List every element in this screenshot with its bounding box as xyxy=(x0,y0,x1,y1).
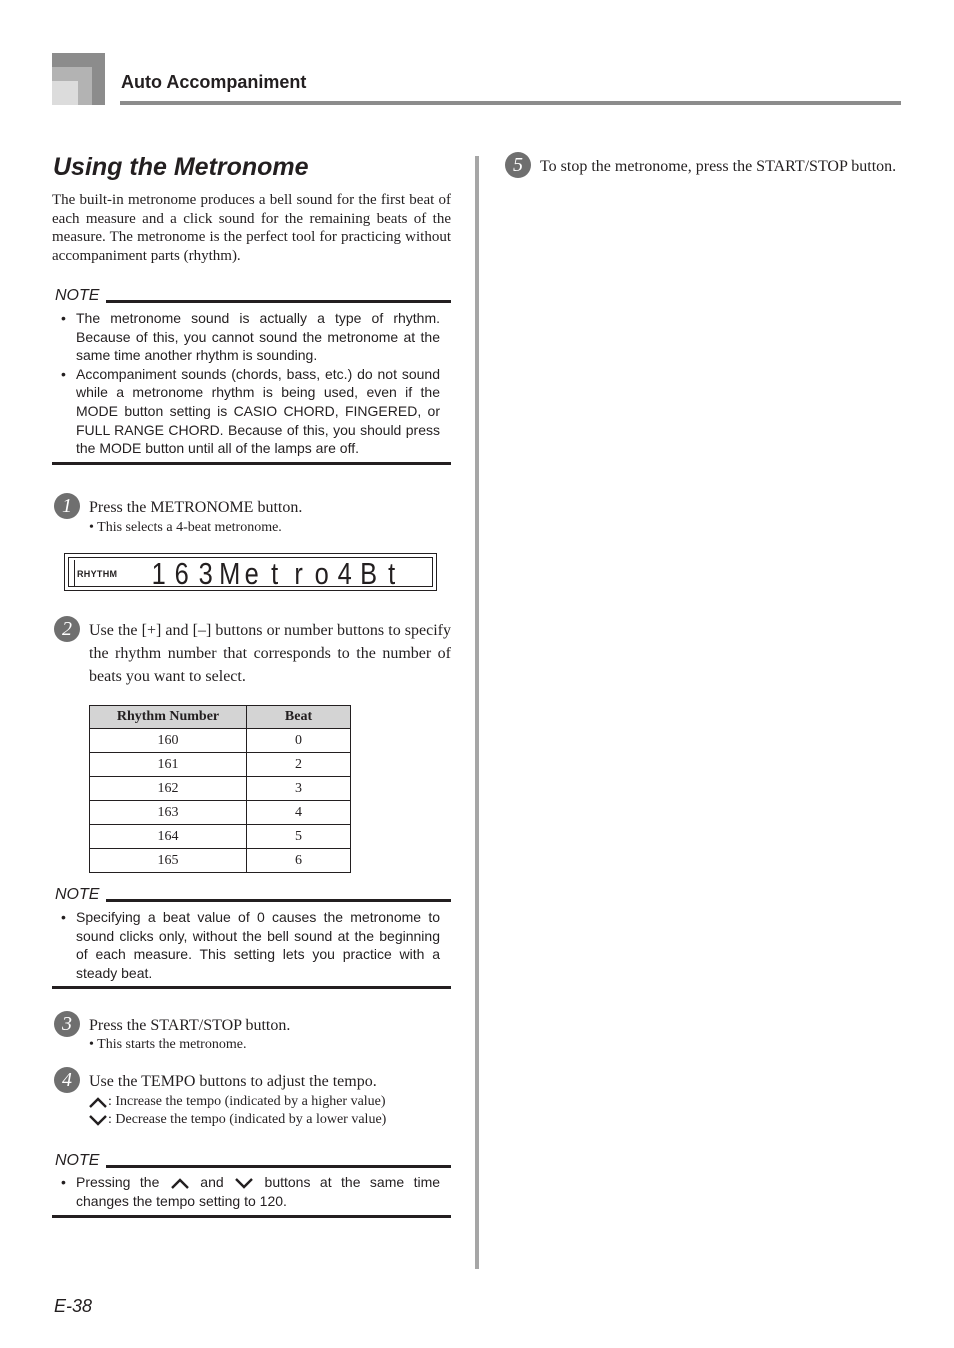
note-rule xyxy=(106,300,451,303)
lcd-char: 4 xyxy=(337,556,353,591)
beat-cell: 0 xyxy=(247,729,351,753)
lcd-char: B xyxy=(359,556,377,591)
note-header-3 xyxy=(54,1152,451,1172)
rhythm-number-cell: 162 xyxy=(90,777,247,801)
step-number-4: 4 xyxy=(54,1067,80,1093)
table-row xyxy=(90,825,351,849)
rhythm-number-cell: 160 xyxy=(90,729,247,753)
lcd-char: t xyxy=(271,556,279,591)
beat-cell: 4 xyxy=(247,801,351,825)
lcd-char: e xyxy=(244,556,259,591)
lcd-char: 6 xyxy=(174,556,190,591)
rhythm-number-cell: 164 xyxy=(90,825,247,849)
note-rule xyxy=(106,1165,451,1168)
step-number-2: 2 xyxy=(54,616,80,642)
chevron-up-icon xyxy=(169,1176,191,1190)
rhythm-number-cell: 161 xyxy=(90,753,247,777)
note-item: • Specifying a beat value of 0 causes the metronome to sound clicks only, without the bell sound at the beginning of each measure. This setting lets you practice with a steady beat. xyxy=(61,909,440,981)
step-3-subtext: • This starts the metronome. xyxy=(89,1037,247,1052)
table-row xyxy=(90,801,351,825)
note-label: NOTE xyxy=(55,287,100,304)
note-header-2 xyxy=(54,886,451,906)
table-header-row xyxy=(90,706,351,729)
header-decoration xyxy=(52,53,105,105)
chevron-up-icon xyxy=(88,1095,108,1109)
tempo-up-description: : Increase the tempo (indicated by a higher value) xyxy=(108,1094,386,1109)
note-end-rule-3 xyxy=(52,1215,451,1218)
lcd-char: t xyxy=(388,556,396,591)
lcd-char: r xyxy=(294,556,303,591)
beat-cell: 2 xyxy=(247,753,351,777)
lcd-indicator-mark xyxy=(74,560,75,586)
step-number-3: 3 xyxy=(54,1011,80,1037)
step-5-text: To stop the metronome, press the START/STOP button. xyxy=(540,158,897,175)
column-header-rhythm-number: Rhythm Number xyxy=(90,706,247,729)
rhythm-beat-table xyxy=(89,705,351,873)
note-item-text: Specifying a beat value of 0 causes the metronome to sound clicks only, without the bell sound at the beginning of each measure. This setting lets you practice with a steady beat. xyxy=(76,909,440,981)
note-item-text: Accompaniment sounds (chords, bass, etc.) do not sound while a metronome rhythm is being used, even if the MODE button setting is CASIO CHORD, FINGERED, or FULL RANGE CHORD. Because of this, you should press the MODE button until all of the lamps are off. xyxy=(76,365,440,457)
step-1-text: Press the METRONOME button. xyxy=(89,499,303,516)
tempo-down-line xyxy=(88,1111,451,1129)
lcd-char: 1 xyxy=(151,556,166,591)
note-item-text: buttons at the same time changes the tempo setting to 120. xyxy=(76,1174,441,1209)
step-4-text: Use the TEMPO buttons to adjust the tempo. xyxy=(89,1073,377,1090)
lcd-rhythm-indicator: RHYTHM xyxy=(77,569,118,579)
table-row xyxy=(90,777,351,801)
column-header-beat: Beat xyxy=(247,706,351,729)
note-item-text: The metronome sound is actually a type of rhythm. Because of this, you cannot sound the metronome at the same time another rhythm is sounding. xyxy=(76,310,440,364)
step-2-text: Use the [+] and [–] buttons or number buttons to specify the rhythm number that corresponds to the number of beats you want to select. xyxy=(89,622,451,685)
lcd-char: o xyxy=(314,556,329,591)
page-number: E-38 xyxy=(54,1296,93,1316)
chevron-down-icon xyxy=(88,1113,108,1127)
note-label: NOTE xyxy=(55,1152,100,1169)
header-rule xyxy=(120,101,901,105)
rhythm-number-cell: 165 xyxy=(90,849,247,873)
note-end-rule-1 xyxy=(52,462,451,465)
tempo-down-description: : Decrease the tempo (indicated by a lower value) xyxy=(108,1112,387,1127)
step-number-5: 5 xyxy=(505,152,531,178)
column-divider xyxy=(475,156,479,1269)
table-row xyxy=(90,753,351,777)
note-label: NOTE xyxy=(55,886,100,903)
note-item: • The metronome sound is actually a type of rhythm. Because of this, you cannot sound the metronome at the same time another rhythm is sounding. xyxy=(61,310,440,364)
note-rule xyxy=(106,899,451,902)
lcd-char: M xyxy=(218,556,241,591)
table-row xyxy=(90,729,351,753)
beat-cell: 6 xyxy=(247,849,351,873)
note-list-2 xyxy=(60,908,440,982)
beat-cell: 3 xyxy=(247,777,351,801)
note-list-1 xyxy=(60,309,440,458)
section-header: Auto Accompaniment xyxy=(121,72,307,92)
note-item-text: and xyxy=(200,1174,224,1190)
note-end-rule-2 xyxy=(52,986,451,989)
beat-cell: 5 xyxy=(247,825,351,849)
step-3-text: Press the START/STOP button. xyxy=(89,1017,291,1034)
note-item-text: Pressing the xyxy=(76,1174,160,1190)
table-row xyxy=(90,849,351,873)
step-1-subtext: • This selects a 4-beat metronome. xyxy=(89,520,282,535)
note-list-3 xyxy=(60,1173,440,1210)
note-item: • Accompaniment sounds (chords, bass, etc.) do not sound while a metronome rhythm is being used, even if the MODE button setting is CASIO CHORD, FINGERED, or FULL RANGE CHORD. Because of this, you should press the MODE button until all of the lamps are off. xyxy=(61,365,440,457)
note-item: • Pressing the and buttons at the same time changes the tempo setting to 120. xyxy=(61,1174,441,1209)
rhythm-number-cell: 163 xyxy=(90,801,247,825)
tempo-up-line xyxy=(88,1093,451,1111)
step-number-1: 1 xyxy=(54,493,80,519)
chevron-down-icon xyxy=(233,1176,255,1190)
header-decoration-inner xyxy=(52,81,78,105)
lcd-characters xyxy=(147,558,437,590)
intro-paragraph: The built-in metronome produces a bell sound for the first beat of each measure and a click sound for the remaining beats of the measure. The metronome is the perfect tool for practicing without accompaniment parts (rhythm). xyxy=(52,192,451,264)
page-title: Using the Metronome xyxy=(53,153,309,181)
lcd-char: 3 xyxy=(198,556,213,591)
note-header-1 xyxy=(54,287,451,307)
lcd-display xyxy=(64,553,437,591)
